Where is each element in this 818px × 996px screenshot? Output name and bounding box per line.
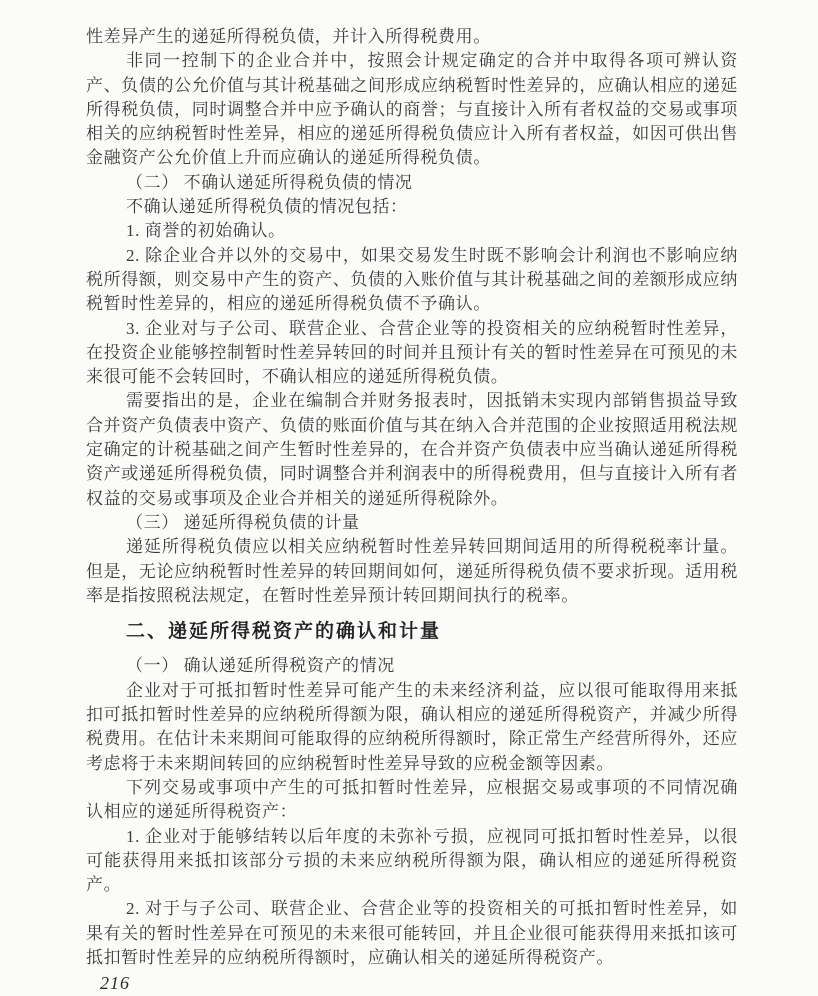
paragraph: 企业对于可抵扣暂时性差异可能产生的未来经济利益，应以很可能取得用来抵扣可抵扣暂时性差异的应纳税所得额为限，确认相应的递延所得税资产，并减少所得税费用。在估计未来期间可能取得的应纳税所得额时，除正常生产经营所得外，还应考虑将于未来期间转回的应纳税暂时性差异导致的应税金额等因素。 — [86, 680, 738, 773]
numbered-item-2: 2. 对于与子公司、联营企业、合营企业等的投资相关的可抵扣暂时性差异，如果有关的暂时性差异在可预见的未来很可能转回，并且企业很可能获得用来抵扣该可抵扣暂时性差异的应纳税所得额时，应确认相关的递延所得税资产。 — [86, 899, 738, 967]
paragraph: 递延所得税负债应以相关应纳税暂时性差异转回期间适用的所得税税率计量。但是，无论应纳税暂时性差异的转回期间如何，递延所得税负债不要求折现。适用税率是指按照税法规定，在暂时性差异预计转回期间执行的税率。 — [86, 537, 738, 605]
numbered-item-3: 3. 企业对与子公司、联营企业、合营企业等的投资相关的应纳税暂时性差异，在投资企业能够控制暂时性差异转回的时间并且预计有关的暂时性差异在可预见的未来很可能不会转回时，不确认相应的递延所得税负债。 — [86, 318, 738, 387]
page-number: 216 — [100, 973, 130, 994]
numbered-item-1: 1. 商誉的初始确认。 — [126, 221, 286, 241]
numbered-item-1: 1. 企业对于能够结转以后年度的未弥补亏损，应视同可抵扣暂时性差异，以很可能获得用来抵扣该部分亏损的未来应纳税所得额为限，确认相应的递延所得税资产。 — [86, 826, 738, 895]
paragraph-continuation: 性差异产生的递延所得税负债，并计入所得税费用。 — [86, 27, 491, 46]
subheading-liability-measurement: （三） 递延所得税负债的计量 — [126, 512, 360, 532]
subheading-not-recognize-cases: （二） 不确认递延所得税负债的情况 — [126, 172, 413, 192]
paragraph: 不确认递延所得税负债的情况包括： — [126, 197, 408, 217]
paragraph: 非同一控制下的企业合并中，按照会计规定确定的合并中取得各项可辨认资产、负债的公允价值与其计税基础之间形成应纳税暂时性差异的，应确认相应的递延所得税负债，同时调整合并中应予确认的商誉；与直接计入所有者权益的交易或事项相关的应纳税暂时性差异，相应的递延所得税负债应计入所有者权益，如因可供出售金融资产公允价值上升而应确认的递延所得税负债。 — [86, 51, 738, 168]
section-heading-deferred-tax-assets: 二、递延所得税资产的确认和计量 — [126, 621, 442, 643]
paragraph: 下列交易或事项中产生的可抵扣暂时性差异，应根据交易或事项的不同情况确认相应的递延所得税资产： — [86, 777, 738, 822]
paragraph: 需要指出的是，企业在编制合并财务报表时，因抵销未实现内部销售损益导致合并资产负债表中资产、负债的账面价值与其在纳入合并范围的企业按照适用税法规定确定的计税基础之间产生暂时性差异的，在合并资产负债表中应当确认递延所得税资产或递延所得税负债，同时调整合并利润表中的所得税费用，但与直接计入所有者权益的交易或事项及企业合并相关的递延所得税除外。 — [86, 391, 738, 508]
numbered-item-2: 2. 除企业合并以外的交易中，如果交易发生时既不影响会计利润也不影响应纳税所得额，则交易中产生的资产、负债的入账价值与其计税基础之间的差额形成应纳税暂时性差异的，相应的递延所得税负债不予确认。 — [86, 245, 738, 314]
subheading-recognize-asset-cases: （一） 确认递延所得税资产的情况 — [126, 656, 395, 676]
